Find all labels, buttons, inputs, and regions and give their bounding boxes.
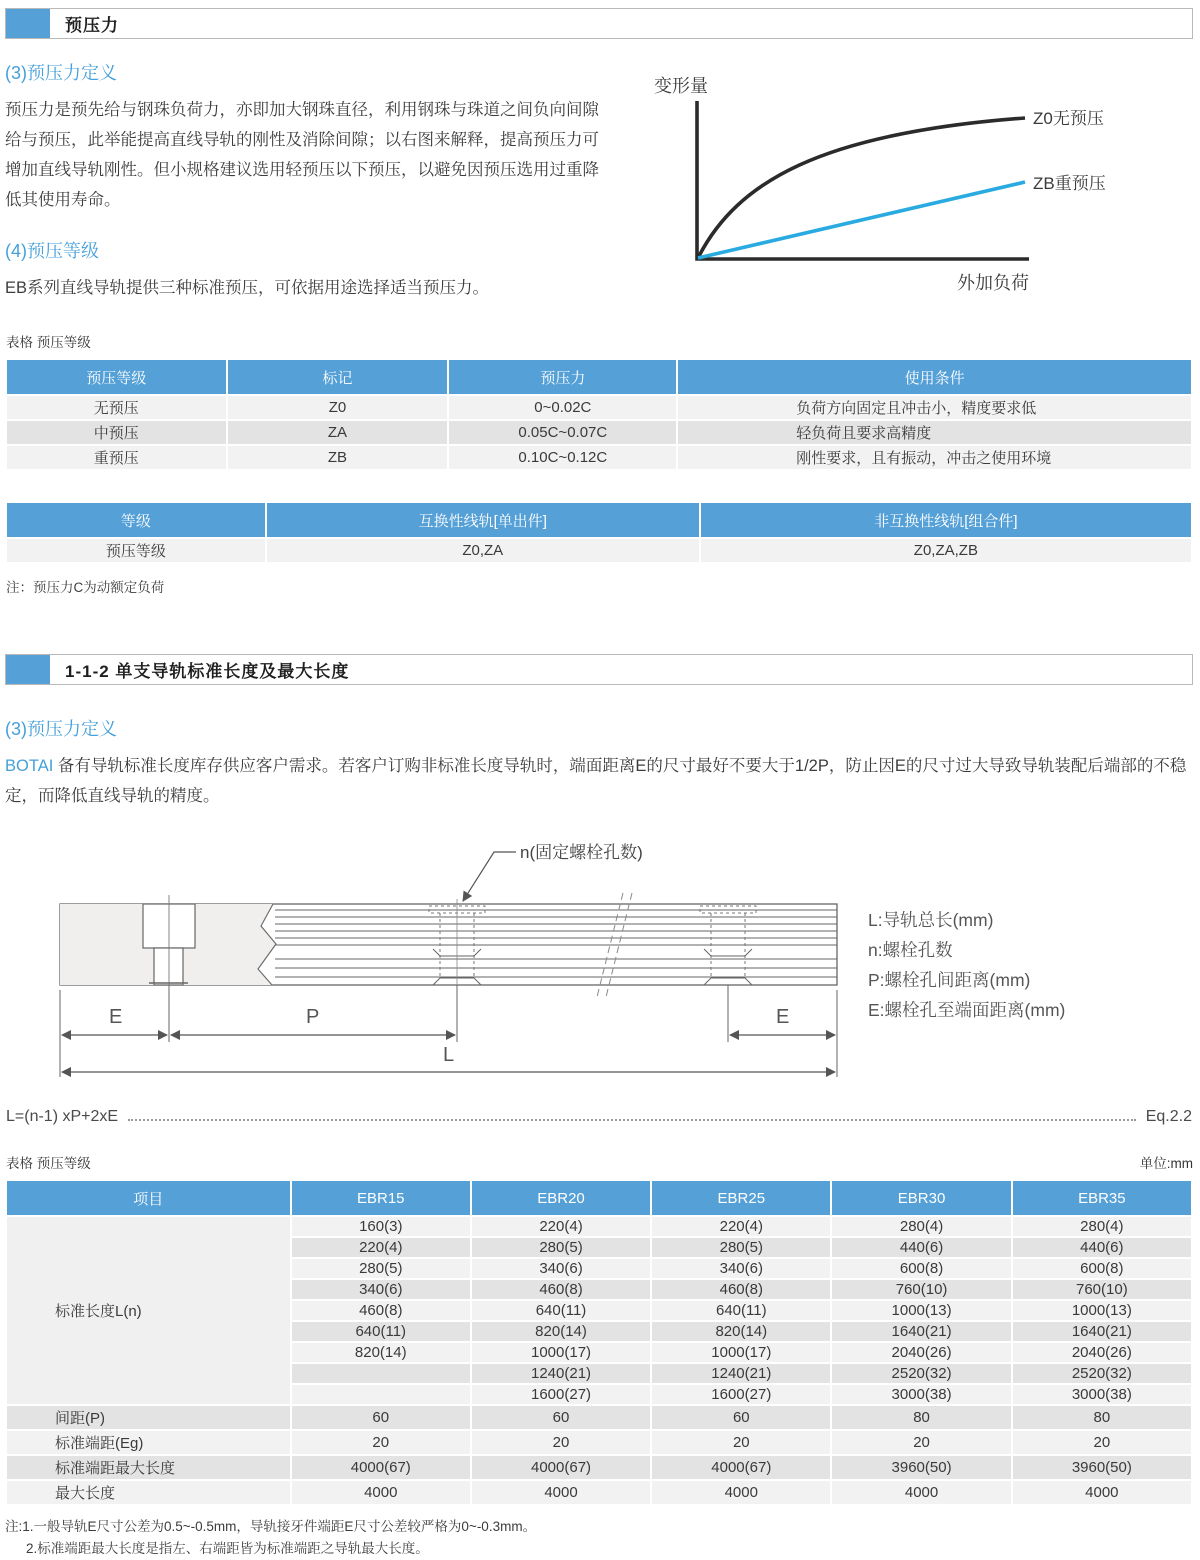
intro-block (5, 59, 1193, 317)
table-cell: 280(4) (1012, 1216, 1192, 1237)
table-cell: 2040(26) (831, 1342, 1011, 1363)
brand-name: BOTAI (5, 757, 54, 775)
table-cell: 640(11) (651, 1300, 831, 1321)
chart-xlabel: 外加负荷 (957, 273, 1029, 293)
table-cell: 760(10) (1012, 1279, 1192, 1300)
table-cell: 1000(17) (651, 1342, 831, 1363)
column-header: EBR30 (831, 1180, 1011, 1216)
table-cell: 600(8) (1012, 1258, 1192, 1279)
row-label: 最大长度 (6, 1480, 291, 1505)
paragraph-length (5, 751, 1193, 811)
table-cell: 440(6) (1012, 1237, 1192, 1258)
table-cell: 600(8) (831, 1258, 1011, 1279)
column-header: EBR15 (291, 1180, 471, 1216)
table-cell: ZA (227, 420, 449, 445)
subheading-preload-grade: (4)预压等级 (5, 241, 99, 261)
table-cell (291, 1384, 471, 1405)
table-cell: 2520(32) (831, 1363, 1011, 1384)
header-row (6, 502, 1192, 538)
dim-label-e-right: E (776, 1006, 790, 1028)
table-cell: Z0,ZA,ZB (700, 538, 1192, 563)
table-cell: 重预压 (6, 445, 227, 470)
legend-line-p: P:螺栓孔间距离(mm) (868, 970, 1031, 990)
table-cell: 1600(27) (471, 1384, 651, 1405)
table-cell: 1000(17) (471, 1342, 651, 1363)
table-cell: 20 (1012, 1430, 1192, 1455)
formula-row (6, 1108, 1192, 1126)
blue-square-marker (6, 655, 50, 684)
table-cell: 轻负荷且要求高精度 (677, 420, 1192, 445)
table-cell: 460(8) (291, 1300, 471, 1321)
table-cell: 1000(13) (1012, 1300, 1192, 1321)
table-cell: 640(11) (471, 1300, 651, 1321)
column-header: 项目 (6, 1180, 291, 1216)
row-label: 标准端距最大长度 (6, 1455, 291, 1480)
row-label: 标准长度L(n) (6, 1216, 291, 1405)
table-cell: 负荷方向固定且冲击小，精度要求低 (677, 395, 1192, 420)
table-cell: 4000 (471, 1480, 651, 1505)
table-cell: 4000 (831, 1480, 1011, 1505)
table-cell: 1640(21) (831, 1321, 1011, 1342)
table-cell: 60 (291, 1405, 471, 1430)
column-header: EBR20 (471, 1180, 651, 1216)
table-cell: 3000(38) (831, 1384, 1011, 1405)
section-title: 预压力 (65, 16, 119, 35)
table-cell: 3000(38) (1012, 1384, 1192, 1405)
table-row (6, 1480, 1192, 1505)
chart-axes (697, 101, 1029, 259)
table-cell: 1240(21) (651, 1363, 831, 1384)
column-header: 使用条件 (677, 359, 1192, 395)
table-cell: 340(6) (291, 1279, 471, 1300)
legend-line-e: E:螺栓孔至端面距离(mm) (868, 1000, 1066, 1020)
table-cell: 预压等级 (6, 538, 266, 563)
table-cell: 60 (471, 1405, 651, 1430)
table-cell: 20 (831, 1430, 1011, 1455)
length-table-caption-row (6, 1152, 1193, 1172)
table-cell: 60 (651, 1405, 831, 1430)
dim-label-l: L (443, 1044, 455, 1066)
header-row (6, 1180, 1192, 1216)
column-header: 等级 (6, 502, 266, 538)
table-caption-length: 表格 预压等级 (6, 1156, 91, 1171)
table-cell: 20 (471, 1430, 651, 1455)
column-header: EBR35 (1012, 1180, 1192, 1216)
table-cell: 220(4) (471, 1216, 651, 1237)
chart-ylabel: 变形量 (654, 76, 708, 96)
table-cell: 1240(21) (471, 1363, 651, 1384)
table-cell: 0.10C~0.12C (448, 445, 677, 470)
legend-line-n: n:螺栓孔数 (868, 940, 953, 960)
table-caption-preload: 表格 预压等级 (6, 335, 91, 350)
unit-label: 单位:mm (1139, 1156, 1193, 1171)
table-cell: 无预压 (6, 395, 227, 420)
column-header: 标记 (227, 359, 449, 395)
subheading-length-definition: (3)预压力定义 (5, 719, 117, 739)
table-cell: 0~0.02C (448, 395, 677, 420)
table-cell: 460(8) (471, 1279, 651, 1300)
table-cell: 820(14) (471, 1321, 651, 1342)
curve-z0 (698, 118, 1025, 258)
subheading-preload-definition: (3)预压力定义 (5, 63, 117, 83)
table-cell: 4000(67) (471, 1455, 651, 1480)
preload-deformation-chart (617, 61, 1200, 306)
length-table-notes (5, 1516, 1193, 1560)
formula-eq-number: Eq.2.2 (1145, 1108, 1192, 1125)
table-cell: 4000 (291, 1480, 471, 1505)
table-row (6, 1405, 1192, 1430)
table-row (6, 395, 1192, 420)
table-cell: 220(4) (291, 1237, 471, 1258)
row-label: 标准端距(Eg) (6, 1430, 291, 1455)
header-row (6, 359, 1192, 395)
table-cell: 340(6) (651, 1258, 831, 1279)
row-label: 间距(P) (6, 1405, 291, 1430)
table-cell: ZB (227, 445, 449, 470)
table-row (6, 538, 1192, 563)
callout-bolt-count: n(固定螺栓孔数) (520, 843, 643, 862)
table-cell: 0.05C~0.07C (448, 420, 677, 445)
table-cell: 20 (651, 1430, 831, 1455)
table-cell: 1000(13) (831, 1300, 1011, 1321)
section-header-length (5, 654, 1193, 685)
column-header: EBR25 (651, 1180, 831, 1216)
paragraph-length-text: 备有导轨标准长度库存供应客户需求。若客户订购非标准长度导轨时，端面距离E的尺寸最好不要大于1/2P，防止因E的尺寸过大导致导轨装配后端部的不稳定，而降低直线导轨的精度。 (5, 757, 1187, 805)
rail-dimension-drawing (5, 825, 1193, 1102)
section-header-preload (5, 8, 1193, 39)
table-cell: Z0 (227, 395, 449, 420)
table-cell: 340(6) (471, 1258, 651, 1279)
table-cell: 80 (831, 1405, 1011, 1430)
chart-legend-zb: ZB重预压 (1033, 174, 1106, 193)
table-cell: 4000(67) (651, 1455, 831, 1480)
table-cell: 820(14) (291, 1342, 471, 1363)
column-header: 预压力 (448, 359, 677, 395)
formula-expression: L=(n-1) xP+2xE (6, 1108, 119, 1125)
column-header: 预压等级 (6, 359, 227, 395)
table-cell: 4000(67) (291, 1455, 471, 1480)
table-cell: 20 (291, 1430, 471, 1455)
table-cell: 80 (1012, 1405, 1192, 1430)
table-row (6, 1455, 1192, 1480)
table-cell: 中预压 (6, 420, 227, 445)
callout-leader (463, 852, 516, 901)
preload-grade-table (5, 358, 1193, 471)
table-cell: 280(5) (471, 1237, 651, 1258)
chart-legend-z0: Z0无预压 (1033, 109, 1104, 128)
note-line-1: 注:1.一般导轨E尺寸公差为0.5~-0.5mm，导轨接牙件端距E尺寸公差较严格为0~-0.3mm。 (5, 1519, 537, 1534)
table-cell: 440(6) (831, 1237, 1011, 1258)
column-header: 非互换性线轨[组合件] (700, 502, 1192, 538)
note-line-2: 2.标准端距最大长度是指左、右端距皆为标准端距之导轨最大长度。 (26, 1541, 429, 1556)
table-cell: 460(8) (651, 1279, 831, 1300)
table-cell: 640(11) (291, 1321, 471, 1342)
bolt-hole (154, 948, 183, 985)
table-cell: 220(4) (651, 1216, 831, 1237)
table-cell: 280(4) (831, 1216, 1011, 1237)
standard-length-table (5, 1179, 1193, 1506)
curve-zb (698, 182, 1025, 258)
section-title: 1-1-2 单支导轨标准长度及最大长度 (65, 662, 350, 681)
table-cell: 760(10) (831, 1279, 1011, 1300)
dim-label-e-left: E (109, 1006, 123, 1028)
interchangeability-table (5, 501, 1193, 564)
table-cell: 4000 (1012, 1480, 1192, 1505)
table-cell: 3960(50) (831, 1455, 1011, 1480)
table-cell: 280(5) (291, 1258, 471, 1279)
table-cell: 280(5) (651, 1237, 831, 1258)
paragraph-preload-definition: 预压力是预先给与钢珠负荷力，亦即加大钢珠直径，利用钢珠与珠道之间负向间隙给与预压，此举能提高直线导轨的刚性及消除间隙；以右图来解释，提高预压力可增加直线导轨刚性。但小规格建议选用轻预压以下预压，以避免因预压选用过重降低其使用寿命。 (5, 101, 599, 209)
column-header: 互换性线轨[单出件] (266, 502, 700, 538)
blue-square-marker (6, 9, 50, 38)
intro-text (5, 59, 613, 303)
chart-svg (617, 61, 1200, 306)
table-cell: 刚性要求，且有振动，冲击之使用环境 (677, 445, 1192, 470)
table-row (6, 1216, 1192, 1237)
dotted-leader (128, 1119, 1136, 1121)
table-cell: 1600(27) (651, 1384, 831, 1405)
table-cell: Z0,ZA (266, 538, 700, 563)
dim-label-p: P (306, 1006, 320, 1028)
table-row (6, 420, 1192, 445)
table-cell: 160(3) (291, 1216, 471, 1237)
table-row (6, 1430, 1192, 1455)
grade-table-note: 注：预压力C为动额定负荷 (6, 580, 165, 595)
table-cell: 4000 (651, 1480, 831, 1505)
table-cell: 1640(21) (1012, 1321, 1192, 1342)
table-row (6, 445, 1192, 470)
paragraph-preload-grade: EB系列直线导轨提供三种标准预压，可依据用途选择适当预压力。 (5, 279, 490, 297)
table-cell: 3960(50) (1012, 1455, 1192, 1480)
table-cell: 820(14) (651, 1321, 831, 1342)
table-cell: 2040(26) (1012, 1342, 1192, 1363)
legend-line-l: L:导轨总长(mm) (868, 910, 994, 930)
table-cell: 2520(32) (1012, 1363, 1192, 1384)
table-cell (291, 1363, 471, 1384)
drawing-svg (5, 825, 1195, 1097)
